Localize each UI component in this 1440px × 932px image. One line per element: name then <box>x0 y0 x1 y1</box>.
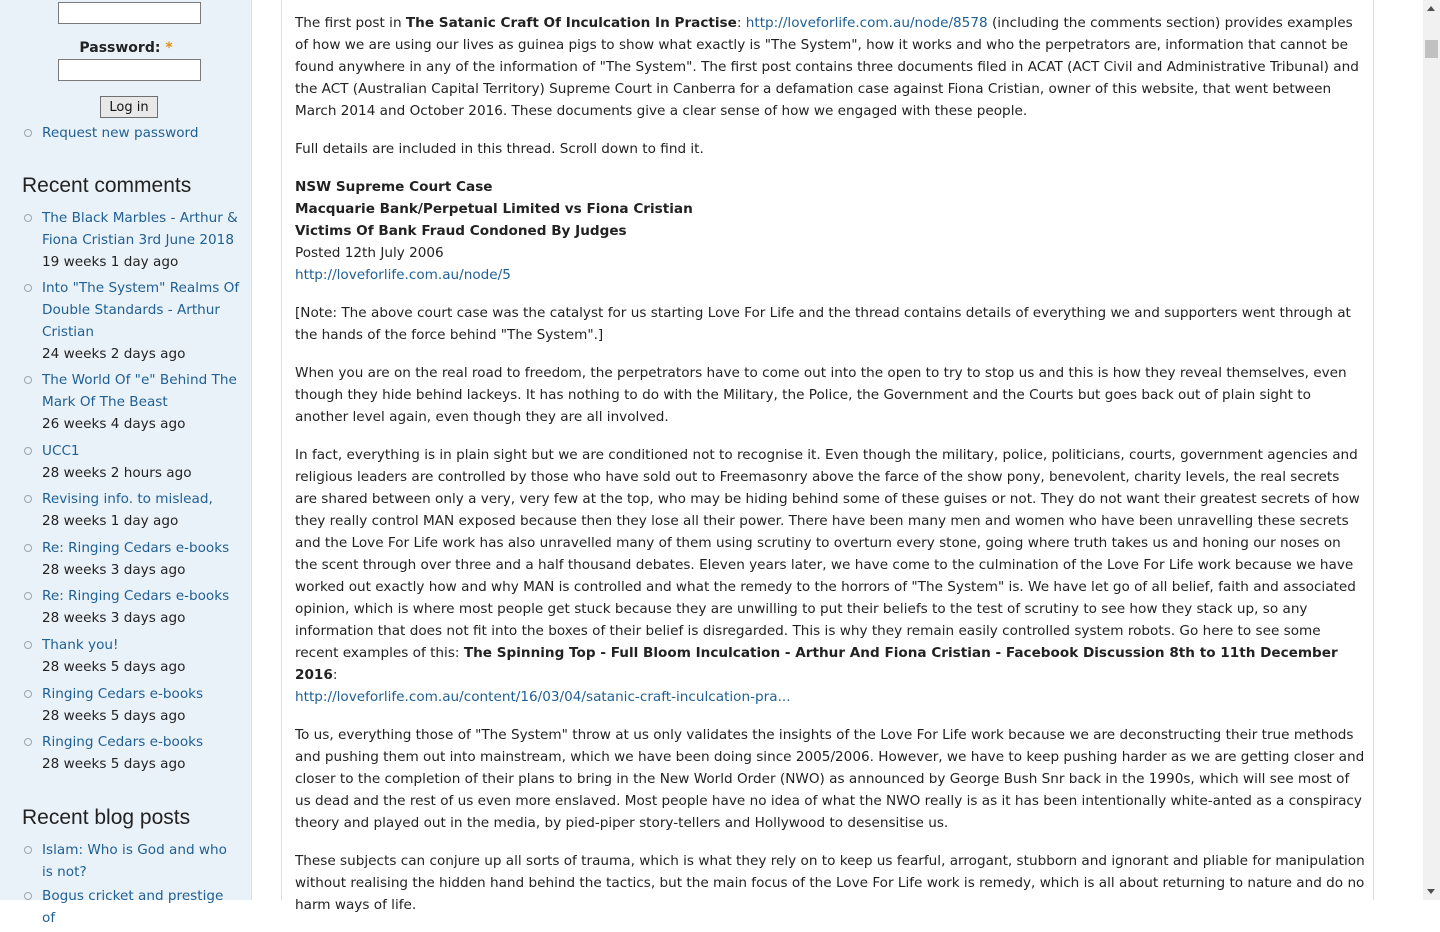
case-title: NSW Supreme Court Case <box>295 179 493 195</box>
comment-link[interactable]: Revising info. to mislead, <box>42 491 213 507</box>
list-item <box>0 122 252 144</box>
username-input[interactable] <box>58 2 201 24</box>
comment-link[interactable]: Re: Ringing Cedars e-books <box>42 540 230 556</box>
recent-blog-posts-heading: Recent blog posts <box>22 806 191 829</box>
blog-post-link[interactable]: Islam: Who is God and who is not? <box>42 842 227 880</box>
comment-link[interactable]: Re: Ringing Cedars e-books <box>42 588 230 604</box>
comment-link[interactable]: Into "The System" Realms Of Double Standards - Arthur Cristian <box>42 280 240 340</box>
comment-age: 28 weeks 3 days ago <box>42 610 186 626</box>
bullet-icon <box>24 376 32 384</box>
comment-link[interactable]: Ringing Cedars e-books <box>42 686 204 702</box>
comment-age: 28 weeks 5 days ago <box>42 708 186 724</box>
scroll-down-icon[interactable] <box>1423 883 1440 900</box>
case-subtitle: Victims Of Bank Fraud Condoned By Judges <box>295 223 627 239</box>
comment-age: 28 weeks 3 days ago <box>42 562 186 578</box>
case-posted-date: Posted 12th July 2006 <box>295 245 444 261</box>
list-item <box>0 207 252 273</box>
comment-age: 26 weeks 4 days ago <box>42 416 186 432</box>
bullet-icon <box>24 846 32 854</box>
list-item <box>0 369 252 435</box>
bullet-icon <box>24 690 32 698</box>
list-item <box>0 885 252 929</box>
request-password-link[interactable]: Request new password <box>42 125 199 141</box>
page-scrollbar[interactable] <box>1423 0 1440 900</box>
comment-age: 24 weeks 2 days ago <box>42 346 186 362</box>
bullet-icon <box>24 495 32 503</box>
comment-age: 28 weeks 2 hours ago <box>42 465 192 481</box>
scroll-thumb[interactable] <box>1425 40 1438 58</box>
recent-comments-heading: Recent comments <box>22 174 192 197</box>
node-5-link[interactable]: http://loveforlife.com.au/node/5 <box>295 267 511 283</box>
content-border <box>281 0 282 900</box>
paragraph: [Note: The above court case was the catalyst for us starting Love For Life and the thread contains details of everything we and supporters went through at the hands of the force behind "The System".] <box>295 305 1351 343</box>
bold-title: The Satanic Craft Of Inculcation In Practise <box>405 15 737 31</box>
bullet-icon <box>24 641 32 649</box>
bullet-icon <box>24 129 32 137</box>
recent-blog-posts-list <box>0 839 252 929</box>
bullet-icon <box>24 284 32 292</box>
paragraph: These subjects can conjure up all sorts of trauma, which is what they rely on to keep us fearful, arrogant, stubborn and ignorant and pliable for manipulation without realising the hidden hand behind the tactics, but the main focus of the Love For Life work is remedy, which is all about returning to nature and do no harm ways of life. <box>295 853 1365 913</box>
paragraph: When you are on the real road to freedom, the perpetrators have to come out into the open to try to stop us and this is how they reveal themselves, even though they hide behind lackeys. It has nothing to do with the Military, the Police, the Government and the Courts but goes back out of plain sight to another level again, even though they are all involved. <box>295 365 1347 425</box>
list-item <box>0 839 252 883</box>
article-body <box>295 12 1365 932</box>
bullet-icon <box>24 738 32 746</box>
sidebar <box>0 0 252 926</box>
list-item <box>0 731 252 775</box>
content-border <box>1373 0 1374 900</box>
case-parties: Macquarie Bank/Perpetual Limited vs Fiona Cristian <box>295 201 693 217</box>
paragraph: To us, everything those of "The System" throw at us only validates the insights of the Love For Life work because we are deconstructing their true methods and pushing them out into mainstream, which we have been doing since 2005/2006. However, we have to keep pushing harder as we are getting closer and closer to the completion of their plans to bring in the New World Order (NWO) as announced by George Bush Snr back in the 1990s, which will see most of us dead and the rest of us even more enslaved. Most people have no idea of what the NWO really is as it has been intentionally white-anted as a conspiracy theory and played out in the media, by pied-piper story-tellers and Hollywood to desensitise us. <box>295 727 1365 831</box>
comment-link[interactable]: Thank you! <box>42 637 119 653</box>
comment-age: 19 weeks 1 day ago <box>42 254 179 270</box>
list-item <box>0 634 252 678</box>
bullet-icon <box>24 892 32 900</box>
list-item <box>0 440 252 484</box>
required-marker: * <box>165 40 173 56</box>
bold-title: The Spinning Top - Full Bloom Inculcation - Arthur And Fiona Cristian - Facebook Discussion 8th to 11th December 2016 <box>295 645 1338 683</box>
bullet-icon <box>24 214 32 222</box>
comment-link[interactable]: The World Of "e" Behind The Mark Of The Beast <box>42 372 237 410</box>
list-item <box>0 585 252 629</box>
paragraph: Full details are included in this thread. Scroll down to find it. <box>295 141 704 157</box>
bullet-icon <box>24 544 32 552</box>
blog-post-link[interactable]: Bogus cricket and prestige of <box>42 888 224 926</box>
paragraph: In fact, everything is in plain sight but we are conditioned not to recognise it. Even though the military, police, politicians, courts, government agencies and religious leaders are controlled by those who have sold out to Freemasonry above the farce of the show pony, benevolent, charity levels, the real secrets are shared between only a very, very few at the top, who may be hiding behind some of these guises or not. They do not want their greatest secrets of how they really control MAN exposed because then they lose all their power. There have been many men and women who have been unravelling these secrets and the Love For Life work has also unravelled many of them using scrutiny to overturn every stone, going where truth takes us and honing our noses on the scent through over three and a half thousand debates. Eleven years later, we have come to the culmination of the Love For Life work because we have worked out exactly how and why MAN is controlled and what the remedy to the horrors of "The System" is. We have let go of all belief, faith and associated opinion, which is where most people get stuck because they are unwilling to put their beliefs to the test of scrutiny to see how they stack up, so any information that does not fit into the boxes of their belief is disregarded. This is why they remain easily controlled system robots. Go here to see some recent examples of this: The Spinning Top - Full Bloom Inculcation - Arthur And Fiona Cristian - Facebook Discussion 8th to 11th December 2016: http://loveforlife.com.au/content/16/03/04/satanic-craft-inculcation-pra... <box>295 447 1360 705</box>
court-case-block <box>295 176 1365 286</box>
password-input[interactable] <box>58 59 201 81</box>
list-item <box>0 683 252 727</box>
paragraph: The first post in The Satanic Craft Of Inculcation In Practise: http://loveforlife.com.au/node/8578 (including the comments section) provides examples of how we are using our lives as guinea pigs to show what exactly is "The System", how it works and who the perpetrators are, information that cannot be found anywhere in any of the information of "The System". The first post contains three documents filed in ACAT (ACT Civil and Administrative Tribunal) and the ACT (Australian Capital Territory) Supreme Court in Canberra for a defamation case against Fiona Cristian, owner of this website, that went between March 2014 and October 2016. These documents give a clear sense of how we engaged with these people. <box>295 15 1359 119</box>
bullet-icon <box>24 447 32 455</box>
login-button[interactable]: Log in <box>100 96 158 118</box>
scroll-up-icon[interactable] <box>1423 0 1440 17</box>
comment-age: 28 weeks 1 day ago <box>42 513 179 529</box>
satanic-craft-link[interactable]: http://loveforlife.com.au/content/16/03/04/satanic-craft-inculcation-pra... <box>295 689 791 705</box>
login-links <box>0 122 252 144</box>
bullet-icon <box>24 592 32 600</box>
list-item <box>0 488 252 532</box>
comment-link[interactable]: UCC1 <box>42 443 80 459</box>
comment-link[interactable]: Ringing Cedars e-books <box>42 734 204 750</box>
list-item <box>0 277 252 365</box>
comment-link[interactable]: The Black Marbles - Arthur & Fiona Cristian 3rd June 2018 <box>42 210 238 248</box>
password-label: Password: * <box>79 40 173 56</box>
node-8578-link[interactable]: http://loveforlife.com.au/node/8578 <box>745 15 988 31</box>
recent-comments-list <box>0 207 252 775</box>
comment-age: 28 weeks 5 days ago <box>42 756 186 772</box>
comment-age: 28 weeks 5 days ago <box>42 659 186 675</box>
list-item <box>0 537 252 581</box>
